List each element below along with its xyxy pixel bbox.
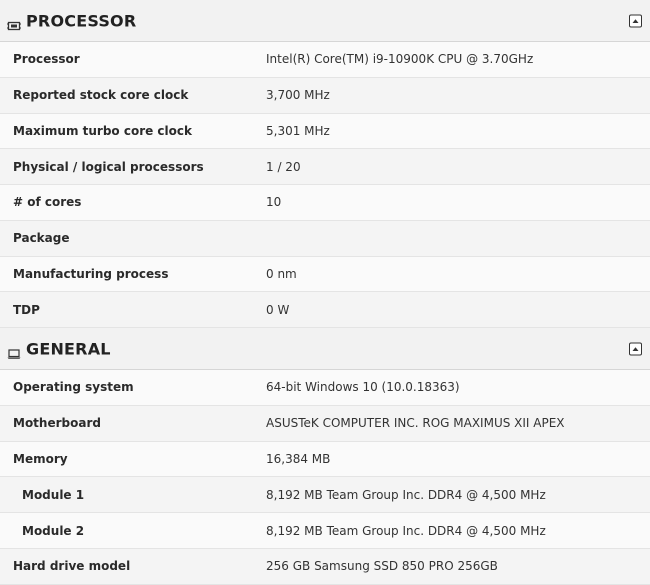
processor-table xyxy=(0,42,650,328)
row-label: Package xyxy=(13,231,70,246)
row-label: Processor xyxy=(13,52,80,67)
row-value: 0 W xyxy=(266,302,290,317)
row-value: 8,192 MB Team Group Inc. DDR4 @ 4,500 MHz xyxy=(266,487,546,502)
row-label: Physical / logical processors xyxy=(13,159,204,174)
table-row xyxy=(0,370,650,406)
table-row xyxy=(0,185,650,221)
row-value: 5,301 MHz xyxy=(266,123,330,138)
row-label: Operating system xyxy=(13,380,134,395)
table-row xyxy=(0,78,650,114)
table-row xyxy=(0,257,650,293)
row-label: Maximum turbo core clock xyxy=(13,123,192,138)
row-label: Reported stock core clock xyxy=(13,88,189,103)
table-row xyxy=(0,477,650,513)
table-row xyxy=(0,406,650,442)
table-row xyxy=(0,221,650,257)
row-label: Manufacturing process xyxy=(13,266,169,281)
row-label: TDP xyxy=(13,302,40,317)
row-label: # of cores xyxy=(13,195,82,210)
row-value: 256 GB Samsung SSD 850 PRO 256GB xyxy=(266,559,498,574)
table-row xyxy=(0,149,650,185)
collapse-icon[interactable] xyxy=(629,14,642,27)
general-table xyxy=(0,370,650,585)
processor-section-title: PROCESSOR xyxy=(26,11,137,30)
table-row xyxy=(0,513,650,549)
row-value: 64-bit Windows 10 (10.0.18363) xyxy=(266,380,460,395)
row-label: Module 2 xyxy=(22,523,85,538)
row-value: 0 nm xyxy=(266,266,297,281)
processor-icon xyxy=(7,16,21,26)
processor-section-header xyxy=(0,0,650,42)
row-value: Intel(R) Core(TM) i9-10900K CPU @ 3.70GHz xyxy=(266,52,534,67)
laptop-icon xyxy=(7,344,21,354)
general-section-header xyxy=(0,328,650,370)
row-value: 1 / 20 xyxy=(266,159,301,174)
general-section-title: GENERAL xyxy=(26,339,111,358)
row-value: 8,192 MB Team Group Inc. DDR4 @ 4,500 MHz xyxy=(266,523,546,538)
table-row xyxy=(0,114,650,150)
row-label: Hard drive model xyxy=(13,559,131,574)
row-label: Memory xyxy=(13,451,68,466)
table-row xyxy=(0,42,650,78)
table-row xyxy=(0,549,650,585)
table-row xyxy=(0,292,650,328)
row-label: Module 1 xyxy=(22,487,85,502)
row-value: 10 xyxy=(266,195,282,210)
row-value: 3,700 MHz xyxy=(266,88,330,103)
row-value: 16,384 MB xyxy=(266,451,331,466)
table-row xyxy=(0,442,650,478)
row-value: ASUSTeK COMPUTER INC. ROG MAXIMUS XII APEX xyxy=(266,416,565,431)
collapse-icon[interactable] xyxy=(629,342,642,355)
row-label: Motherboard xyxy=(13,416,101,431)
